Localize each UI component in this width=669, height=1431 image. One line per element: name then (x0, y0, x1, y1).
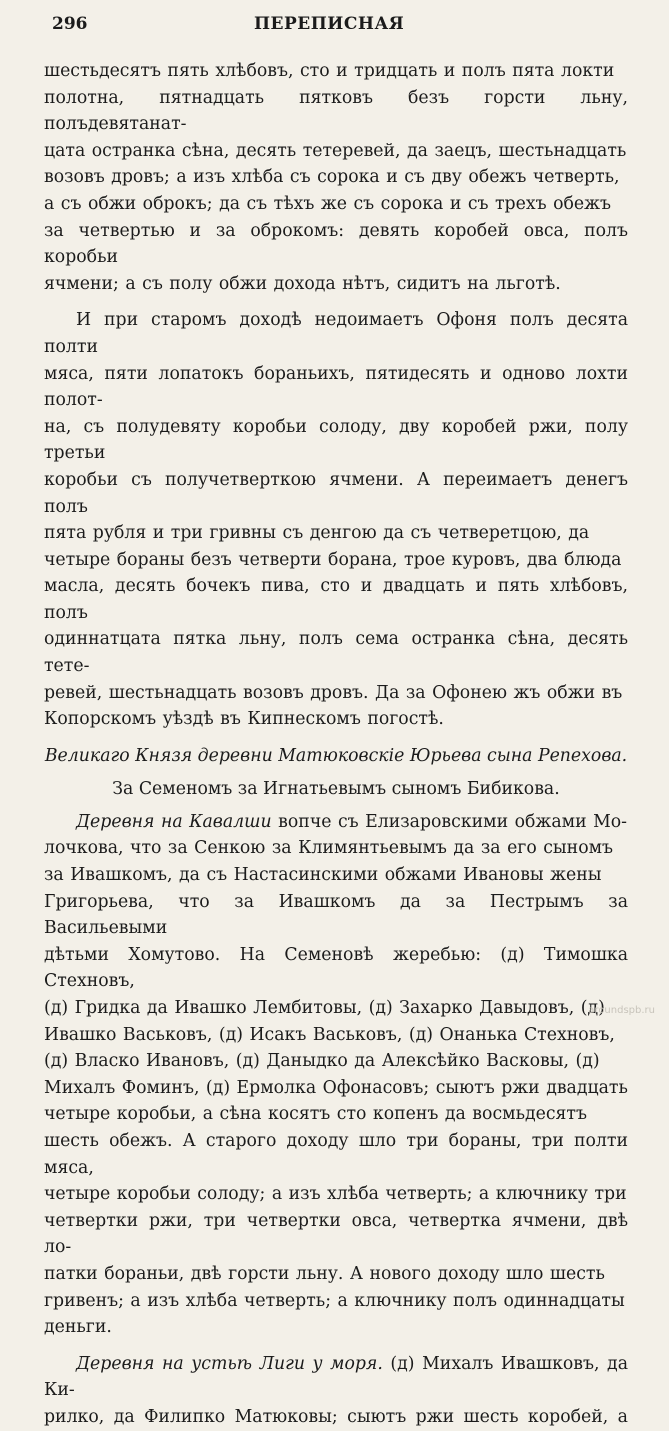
text-line: возовъ дровъ; а изъ хлѣба съ сорока и съ дву обежъ четверть, (44, 167, 620, 188)
text-line: цата остранка сѣна, десять тетеревей, да заецъ, шестьнадцать (44, 140, 627, 161)
text-line: за Ивашкомъ, да съ Настасинскими обжами Ивановы жены (44, 865, 602, 886)
text-line: полотна, пятнадцать пятковъ безъ горсти льну, полъдевятанат- (44, 87, 628, 135)
italic-lead: Деревня на устьѣ Лиги у моря. (76, 1353, 383, 1374)
text-line: а съ обжи оброкъ; да съ тѣхъ же съ сорока и съ трехъ обежъ (44, 193, 612, 214)
text-line: Григорьева, что за Ивашкомъ да за Пестрымъ за Васильевыми (44, 891, 628, 939)
text-line: четыре бораны безъ четверти борана, трое куровъ, два блюда (44, 549, 622, 570)
text-line: ревей, шестьнадцать возовъ дровъ. Да за Офонею жъ обжи въ (44, 682, 623, 703)
text-line: дѣтьми Хомутово. На Семеновѣ жеребью: (д) Тимошка Стехновъ, (44, 944, 628, 992)
text-line: лочкова, что за Сенкою за Климянтьевымъ да за его сыномъ (44, 838, 614, 859)
text-line: одиннатцата пятка льну, полъ сема остранка сѣна, десять тете- (44, 629, 628, 677)
text-line: четыре коробьи солоду; а изъ хлѣба четверть; а ключнику три (44, 1184, 627, 1205)
paragraph-2 (44, 307, 628, 733)
text-line: гривенъ; а изъ хлѣба четверть; а ключнику полъ одиннадцаты (44, 1290, 625, 1311)
paragraph-1 (44, 58, 628, 297)
text-line: шестьдесятъ пять хлѣбовъ, сто и тридцать и полъ пята локти (44, 61, 615, 81)
text-line: шесть обежъ. А старого доходу шло три бораны, три полти мяса, (44, 1130, 628, 1178)
text-line: И при старомъ доходѣ недоимаетъ Офоня полъ десята полти (44, 310, 628, 357)
text-line: ячмени; а съ полу обжи дохода нѣтъ, сидитъ на льготѣ. (44, 273, 561, 294)
text-line: пята рубля и три гривны съ денгою да съ четверетцою, да (44, 523, 590, 544)
page-number: 296 (52, 14, 88, 34)
text-line: четыре коробьи, а сѣна косятъ сто копенъ да восмьдесятъ (44, 1104, 587, 1125)
page-body (44, 58, 628, 1431)
text-line: на, съ полудевяту коробьи солоду, дву коробей ржи, полу третьи (44, 416, 628, 464)
text-line: рилко, да Филипко Матюковы; сыютъ ржи шесть коробей, а (44, 1406, 628, 1427)
owner-line: За Семеномъ за Игнатьевымъ сыномъ Бибикова. (112, 778, 560, 799)
text-line: деньги. (44, 1317, 112, 1338)
text-line: Деревня на устьѣ Лиги у моря. (д) Михалъ Ивашковъ, да Ки- (44, 1353, 628, 1401)
watermark: aroundspb.ru (588, 1005, 655, 1016)
running-title: ПЕРЕПИСНАЯ (254, 14, 405, 34)
text-line: Ивашко Васьковъ, (д) Исакъ Васьковъ, (д) Онанька Стехновъ, (44, 1024, 615, 1045)
paragraph-4 (44, 1351, 628, 1431)
italic-lead: Деревня на Кавалши (76, 811, 272, 832)
text-line: мяса, пяти лопатокъ бораньихъ, пятидесять и одново лохти полот- (44, 363, 628, 411)
text-line: (д) Власко Ивановъ, (д) Даныдко да Алексѣйко Васковы, (д) (44, 1051, 600, 1072)
text-line: за четвертью и за оброкомъ: девять коробей овса, полъ коробьи (44, 220, 628, 268)
text-line: Деревня на Кавалши вопче съ Елизаровскими обжами Мо- (76, 811, 628, 832)
section-title: Великаго Князя деревни Матюковскіе Юрьева сына Репехова. (44, 745, 628, 766)
page-header (52, 14, 629, 38)
paragraph-3 (44, 809, 628, 1341)
text-line: четвертки ржи, три четвертки овса, четвертка ячмени, двѣ ло- (44, 1210, 628, 1258)
text-line: Михалъ Фоминъ, (д) Ермолка Офонасовъ; сыютъ ржи двадцать (44, 1077, 628, 1098)
text-line: коробьи съ получетверткою ячмени. А переимаетъ денегъ полъ (44, 469, 628, 517)
text-line: Копорскомъ уѣздѣ въ Кипнескомъ погостѣ. (44, 709, 444, 730)
text-line: патки бораньи, двѣ горсти льну. А нового доходу шло шесть (44, 1263, 605, 1284)
text-line: (д) Гридка да Ивашко Лембитовы, (д) Захарко Давыдовъ, (д) (44, 998, 605, 1018)
text-line: масла, десять бочекъ пива, сто и двадцать и пять хлѣбовъ, полъ (44, 576, 628, 623)
